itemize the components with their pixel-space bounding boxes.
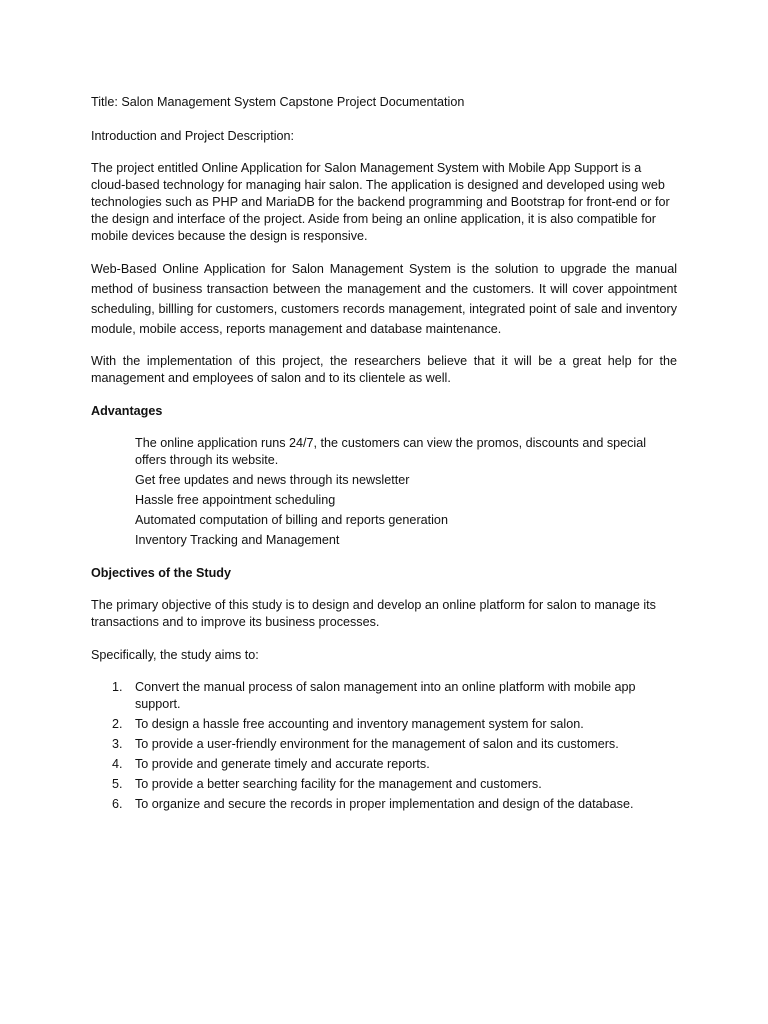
advantages-list — [91, 435, 677, 549]
item-number: 3. — [112, 737, 123, 751]
document-title: Title: Salon Management System Capstone Project Documentation — [91, 95, 465, 109]
list-item — [91, 756, 677, 773]
aim-text: To organize and secure the records in proper implementation and design of the database. — [135, 797, 634, 811]
objectives-heading: Objectives of the Study — [91, 566, 231, 580]
item-number: 2. — [112, 717, 123, 731]
list-item — [91, 472, 677, 489]
item-number: 6. — [112, 797, 123, 811]
advantage-text: Hassle free appointment scheduling — [135, 493, 336, 507]
advantage-text: Inventory Tracking and Management — [135, 533, 340, 547]
item-number: 1. — [112, 680, 123, 694]
advantage-text: Get free updates and news through its newsletter — [135, 473, 410, 487]
list-item — [91, 736, 677, 753]
list-item — [91, 512, 677, 529]
objectives-paragraph: The primary objective of this study is to design and develop an online platform for salon to manage its transactions and to improve its business processes. — [91, 598, 656, 629]
aim-text: To provide and generate timely and accurate reports. — [135, 757, 430, 771]
aim-text: To provide a better searching facility for the management and customers. — [135, 777, 542, 791]
intro-paragraph-2: Web-Based Online Application for Salon Management System is the solution to upgrade the manual method of business transaction between the management and the customers. It will cover appointment scheduling, billling for customers, customers records management, integrated point of sale and inventory module, mobile access, reports management and database maintenance. — [91, 262, 677, 336]
intro-paragraph-3: With the implementation of this project, the researchers believe that it will be a great help for the management and employees of salon and to its clientele as well. — [91, 354, 677, 385]
aims-list — [91, 679, 677, 813]
list-item — [91, 679, 677, 713]
list-item — [91, 435, 677, 469]
aim-text: To design a hassle free accounting and inventory management system for salon. — [135, 717, 584, 731]
aims-intro: Specifically, the study aims to: — [91, 648, 259, 662]
intro-paragraph-1: The project entitled Online Application for Salon Management System with Mobile App Support is a cloud-based technology for managing hair salon. The application is designed and developed using web technologies such as PHP and MariaDB for the backend programming and Bootstrap for front-end or for the design and interface of the project. Aside from being an online application, it is also compatible for mobile devices because the design is responsive. — [91, 161, 670, 243]
advantage-text: The online application runs 24/7, the customers can view the promos, discounts and special offers through its website. — [135, 436, 647, 467]
advantages-heading: Advantages — [91, 404, 163, 418]
intro-label: Introduction and Project Description: — [91, 129, 295, 143]
aim-text: Convert the manual process of salon management into an online platform with mobile app support. — [135, 680, 636, 711]
item-number: 5. — [112, 777, 123, 791]
item-number: 4. — [112, 757, 123, 771]
document-page — [91, 92, 677, 816]
list-item — [91, 796, 677, 813]
aim-text: To provide a user-friendly environment for the management of salon and its customers. — [135, 737, 619, 751]
list-item — [91, 532, 677, 549]
list-item — [91, 492, 677, 509]
list-item — [91, 776, 677, 793]
list-item — [91, 716, 677, 733]
advantage-text: Automated computation of billing and reports generation — [135, 513, 448, 527]
